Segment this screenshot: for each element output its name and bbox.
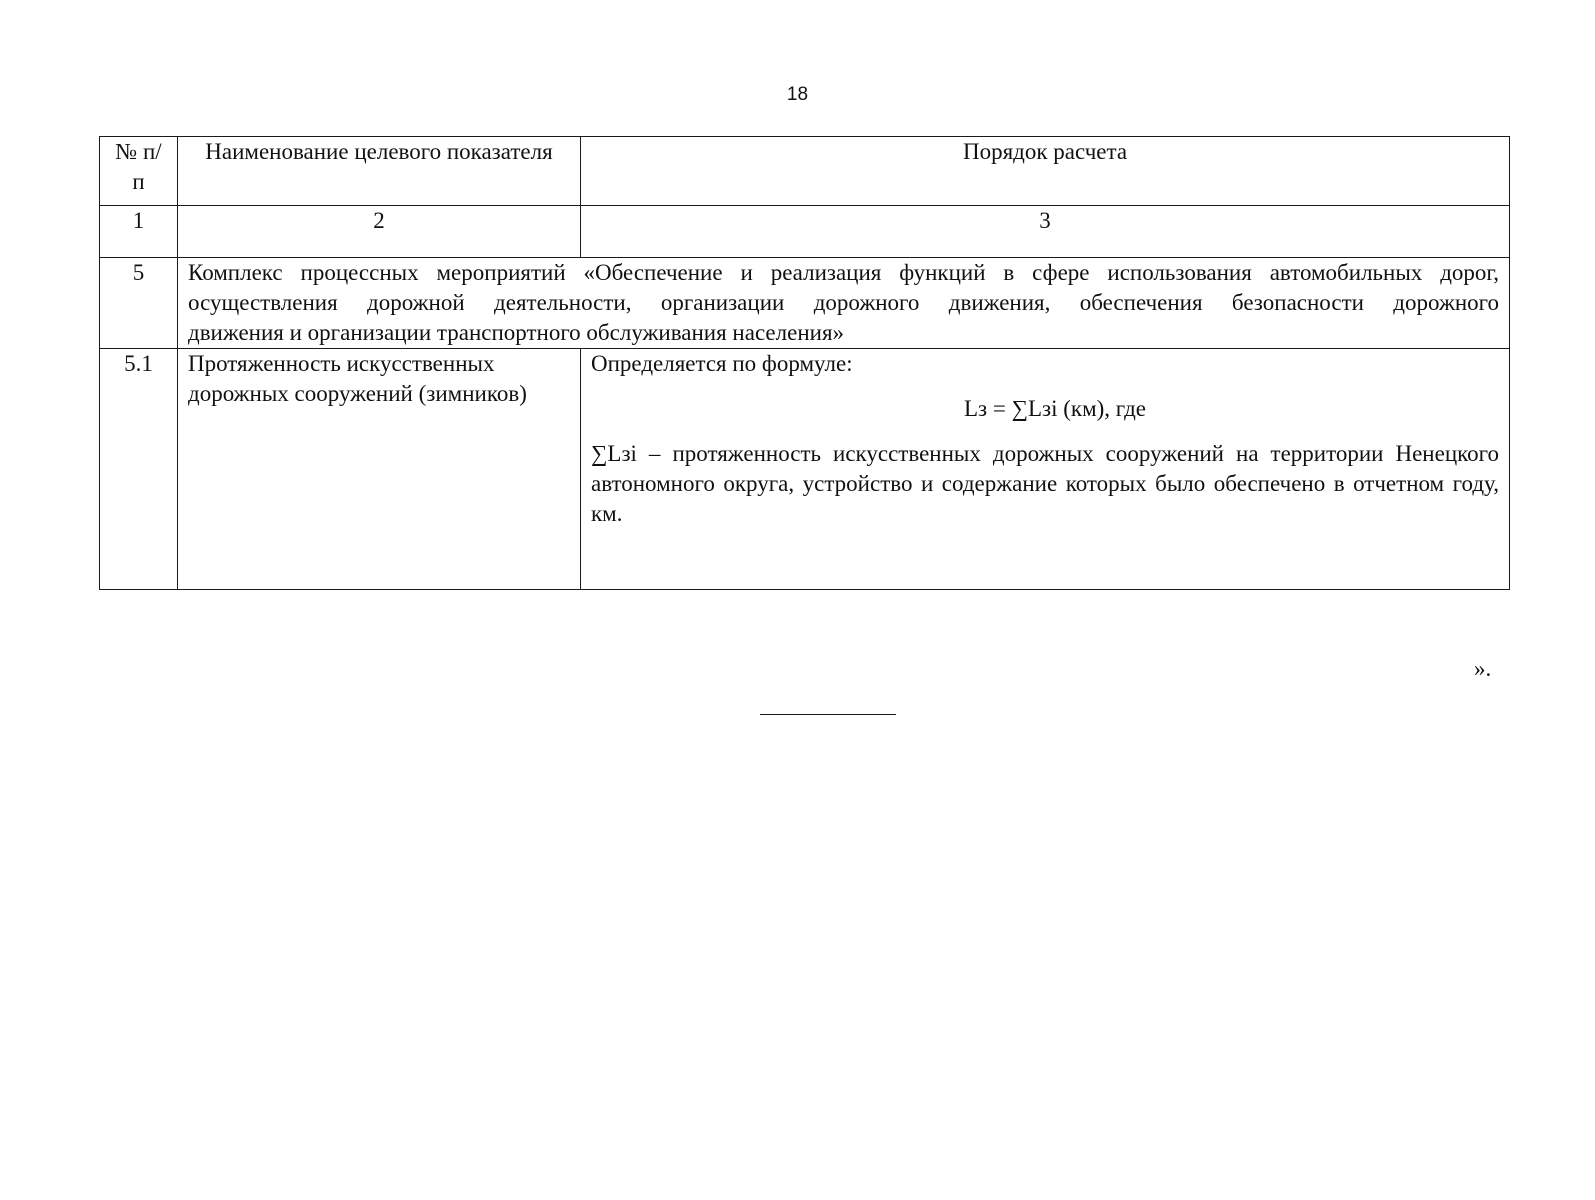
calculation-intro: Определяется по формуле:: [591, 351, 853, 376]
closing-quote: ».: [1474, 656, 1492, 681]
column-number-2: 2: [178, 206, 581, 258]
row-calculation: [581, 349, 1510, 590]
end-divider-line: [760, 714, 896, 715]
column-number-1: 1: [100, 206, 178, 258]
header-calculation-order: Порядок расчета: [581, 137, 1510, 206]
row-number: 5.1: [100, 349, 178, 590]
section-number: 5: [100, 258, 178, 349]
section-title-line-1: Комплекс процессных мероприятий «Обеспечение и реализация функций в сфере использования автомобильных дорог,: [188, 260, 1499, 285]
calculation-formula: Lз = ∑Lзi (км), где: [963, 396, 1147, 421]
table-header-row: [100, 137, 1510, 206]
section-row: [100, 258, 1510, 349]
table-row: [100, 349, 1510, 590]
row-indicator-name: Протяженность искусственных дорожных сооружений (зимников): [178, 349, 581, 590]
calculation-description: ∑Lзi – протяженность искусственных дорожных сооружений на территории Ненецкого автономного округа, устройство и содержание которых было обеспечено в отчетном году, км.: [591, 441, 1499, 526]
column-number-row: [100, 206, 1510, 258]
page-number: 18: [786, 84, 809, 105]
indicator-table: [99, 136, 1510, 590]
header-indicator-name: Наименование целевого показателя: [178, 137, 581, 206]
header-number: № п/п: [100, 137, 178, 206]
column-number-3: 3: [581, 206, 1510, 258]
section-title-line-2: осуществления дорожной деятельности, организации дорожного движения, обеспечения безопасности дорожного: [188, 290, 1499, 315]
section-title: [178, 258, 1510, 349]
section-title-line-3: движения и организации транспортного обслуживания населения»: [188, 320, 845, 345]
